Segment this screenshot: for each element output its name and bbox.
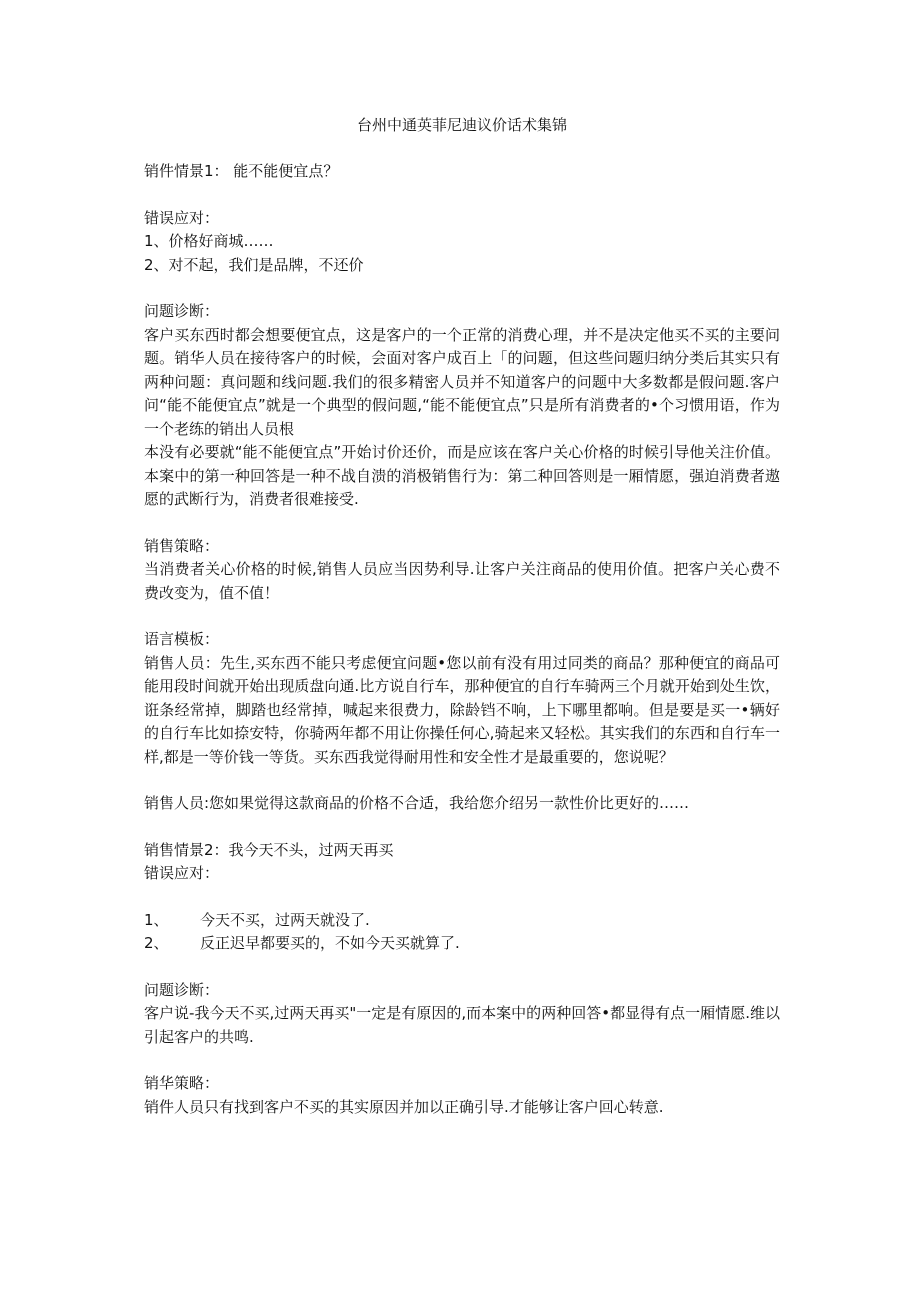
spacer (144, 886, 780, 909)
scenario-2-diagnosis-label: 问题诊断： (144, 980, 220, 999)
spacer (144, 184, 780, 207)
scenario-2-wrong-item-2 (144, 932, 780, 956)
scenario-1-diagnosis-paragraph-2: 本没有必要就“能不能便宜点”开始讨价还价，而是应该在客户关心价格的时候引导他关注价值。本案中的第一种回答是一种不战自溃的消极销售行为：第二种回答则是一厢情愿，强迫消费者遨愿的武断行为，消费者很难接受. (144, 443, 780, 508)
scenario-2-wrong-label: 错误应对： (144, 864, 220, 882)
scenario-2-strategy-label: 销华策略： (144, 1074, 220, 1092)
document-title: 台州中通英菲尼迪议价话术集锦 (356, 116, 567, 134)
scenario-1-wrong-label: 错误应对： (144, 208, 220, 227)
spacer (144, 605, 780, 628)
list-number: 2、 (144, 934, 169, 952)
list-text: 今天不买，过两天就没了. (200, 910, 370, 929)
spacer (144, 956, 780, 979)
scenario-1-diagnosis-label: 问题诊断： (144, 302, 220, 320)
scenario-1-strategy-label: 销售策略： (144, 536, 220, 555)
spacer (144, 277, 780, 300)
scenario-1-template-paragraph: 销售人员：先生,买东西不能只考虑便宜问题•您以前有没有用过同类的商品？那种便宜的商品可能用段时间就开始出现质盘向通.比方说自行车，那种便宜的自行车骑两三个月就开始到处生饮，诳条经常掉，脚踏也经常掉，喊起来很费力，除龄铛不响，上下哪里都响。但是要是买一•辆好的自行车比如捺安特，你骑两年都不用让你操任何心,骑起来又轻松。其实我们的东西和自行车一样,都是一等价钱一等货。买东西我觉得耐用性和安全性才是最重要的，您说呢？ (144, 653, 780, 766)
spacer (144, 769, 780, 792)
spacer (144, 512, 780, 535)
scenario-1-template-label: 语言模板： (144, 630, 220, 648)
scenario-1-diagnosis-paragraph-1: 客户买东西时都会想要便宜点，这是客户的一个正常的消费心理，并不是决定他买不买的主要问题。销华人员在接待客户的时候，会面对客户成百上「的问题，但这些问题归纳分类后其实只有两种问题：真问题和线问题.我们的很多精密人员并不知道客户的问题中大多数都是假问题.客户问“能不能便宜点”就是一个典型的假问题,“能不能便宜点”只是所有消费者的•个习惯用语，作为一个老练的销出人员根 (144, 325, 780, 438)
spacer (144, 1049, 780, 1072)
scenario-2-diagnosis-paragraph: 客户说-我今天不买,过两天再买"一定是有原因的,而本案中的两种回答•都显得有点一厢情愿.维以引起客户的共鸣. (144, 1004, 780, 1046)
scenario-1-strategy-paragraph: 当消费者关心价格的时候,销售人员应当因势利导.让客户关注商品的使用价值。把客户关心费不费改变为，值不值！ (144, 560, 780, 602)
scenario-1-heading: 销件情景1： 能不能便宜点？ (144, 162, 339, 180)
list-number: 1、 (144, 910, 169, 929)
list-text: 反正迟早都要买的，不如今天买就算了. (200, 934, 460, 952)
scenario-2-heading: 销售情景2：我今天不头，过两天再买 (144, 840, 394, 859)
scenario-2-wrong-item-1 (144, 909, 780, 933)
scenario-1-wrong-item-2: 2、对不起，我们是品牌，不还价 (144, 255, 364, 274)
scenario-1-wrong-item-1: 1、价格好商城…… (144, 232, 274, 250)
spacer (144, 816, 780, 839)
scenario-2-strategy-paragraph: 销件人员只有找到客户不买的其实原因并加以正确引导.才能够让客户回心转意. (144, 1097, 664, 1116)
scenario-1-template-paragraph-2: 销售人员:您如果觉得这款商品的价格不合适，我给您介绍另一款性价比更好的…… (144, 794, 690, 812)
